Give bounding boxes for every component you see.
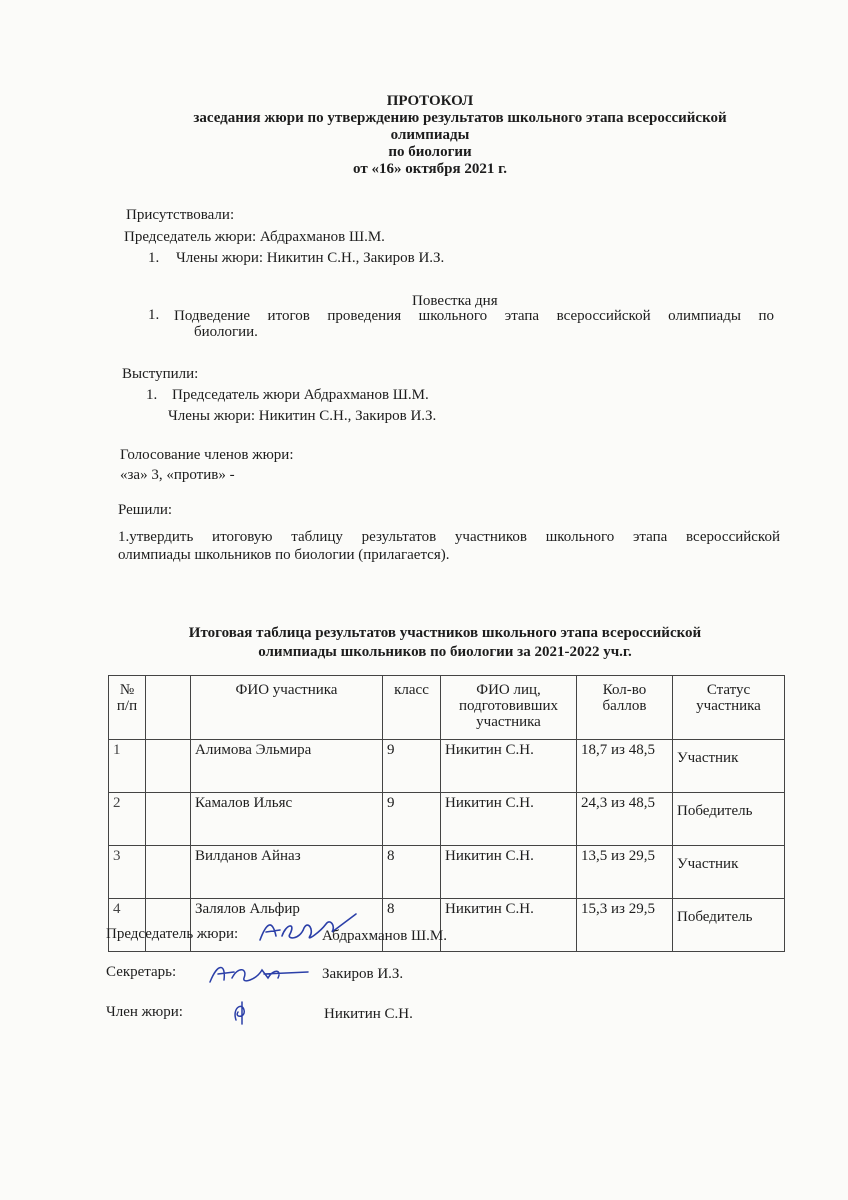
- agenda-item-line1: Подведение итогов проведения школьного этапа всероссийской олимпиады по: [174, 308, 774, 324]
- results-table: [108, 675, 785, 952]
- cell-empty: [146, 793, 191, 846]
- cell-empty: [146, 846, 191, 899]
- attendance-members: Члены жюри: Никитин С.Н., Закиров И.З.: [176, 250, 445, 266]
- cell-name: Камалов Ильяс: [191, 793, 383, 846]
- cell-grade: 9: [383, 793, 441, 846]
- attendance-members-number: 1.: [148, 250, 160, 266]
- cell-name: Залялов Альфир: [191, 899, 383, 952]
- document-subject: по биологии: [388, 144, 472, 160]
- cell-status: Победитель: [673, 793, 785, 846]
- member-signature-label: Член жюри:: [106, 1004, 183, 1020]
- cell-grade: 8: [383, 846, 441, 899]
- decision-label: Решили:: [118, 502, 173, 518]
- header-empty: [146, 676, 191, 740]
- document-subtitle-line1: заседания жюри по утверждению результатов школьного этапа всероссийской: [193, 110, 727, 126]
- speakers-members: Члены жюри: Никитин С.Н., Закиров И.З.: [168, 408, 437, 424]
- decision-line2: олимпиады школьников по биологии (прилагается).: [118, 547, 450, 563]
- cell-status: Участник: [673, 846, 785, 899]
- voting-result: «за» 3, «против» -: [120, 467, 235, 483]
- cell-empty: [146, 740, 191, 793]
- cell-score: 18,7 из 48,5: [577, 740, 673, 793]
- table-title-line1: Итоговая таблица результатов участников школьного этапа всероссийской: [188, 625, 702, 641]
- cell-score: 13,5 из 29,5: [577, 846, 673, 899]
- cell-num: 2: [109, 793, 146, 846]
- document-date: от «16» октября 2021 г.: [353, 161, 507, 177]
- attendance-label: Присутствовали:: [126, 207, 235, 223]
- agenda-item-line2: биологии.: [194, 324, 258, 340]
- secretary-signature-label: Секретарь:: [106, 964, 177, 980]
- cell-teacher: Никитин С.Н.: [441, 899, 577, 952]
- agenda-item-number: 1.: [148, 307, 160, 323]
- table-row: [109, 846, 785, 899]
- header-num: № п/п: [109, 676, 146, 740]
- member-signature-name: Никитин С.Н.: [324, 1006, 413, 1022]
- table-title-line2: олимпиады школьников по биологии за 2021-2022 уч.г.: [258, 644, 632, 660]
- cell-num: 4: [109, 899, 146, 952]
- table-row: [109, 793, 785, 846]
- secretary-signature-name: Закиров И.З.: [322, 966, 404, 982]
- member-signature-icon: [228, 998, 258, 1026]
- cell-name: Вилданов Айназ: [191, 846, 383, 899]
- header-status: Статус участника: [673, 676, 785, 740]
- table-header-row: [109, 676, 785, 740]
- chairman-signature-name: Абдрахманов Ш.М.: [322, 928, 447, 944]
- decision-line1: 1.утвердить итоговую таблицу результатов участников школьного этапа всероссийской: [118, 529, 780, 545]
- cell-status: Победитель: [673, 899, 785, 952]
- header-teacher: ФИО лиц, подготовивших участника: [441, 676, 577, 740]
- attendance-chairman: Председатель жюри: Абдрахманов Ш.М.: [124, 229, 385, 245]
- cell-teacher: Никитин С.Н.: [441, 793, 577, 846]
- header-grade: класс: [383, 676, 441, 740]
- cell-grade: 8: [383, 899, 441, 952]
- cell-teacher: Никитин С.Н.: [441, 740, 577, 793]
- cell-num: 1: [109, 740, 146, 793]
- cell-empty: [146, 899, 191, 952]
- chairman-signature-label: Председатель жюри:: [106, 926, 239, 942]
- agenda-title: Повестка дня: [412, 293, 498, 309]
- cell-name: Алимова Эльмира: [191, 740, 383, 793]
- table-row: [109, 740, 785, 793]
- header-score: Кол-во баллов: [577, 676, 673, 740]
- cell-teacher: Никитин С.Н.: [441, 846, 577, 899]
- cell-grade: 9: [383, 740, 441, 793]
- speakers-label: Выступили:: [122, 366, 199, 382]
- document-title: ПРОТОКОЛ: [386, 93, 474, 109]
- speakers-number: 1.: [146, 387, 158, 403]
- cell-status: Участник: [673, 740, 785, 793]
- cell-score: 15,3 из 29,5: [577, 899, 673, 952]
- cell-num: 3: [109, 846, 146, 899]
- header-name: ФИО участника: [191, 676, 383, 740]
- voting-label: Голосование членов жюри:: [120, 447, 294, 463]
- secretary-signature-icon: [204, 956, 314, 992]
- document-subtitle-line2: олимпиады: [390, 127, 470, 143]
- cell-score: 24,3 из 48,5: [577, 793, 673, 846]
- speakers-chairman: Председатель жюри Абдрахманов Ш.М.: [172, 387, 429, 403]
